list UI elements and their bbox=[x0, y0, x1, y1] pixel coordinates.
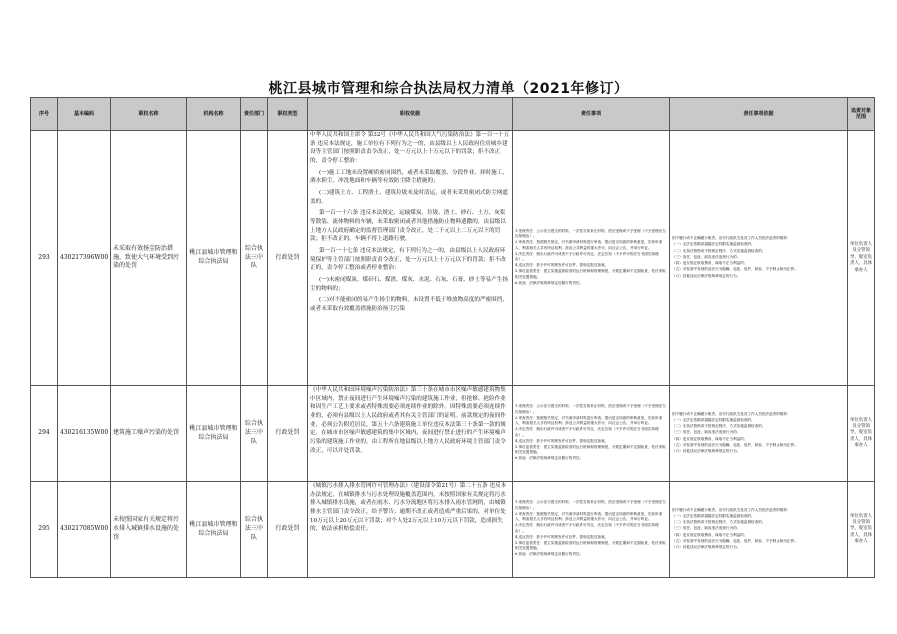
table-row bbox=[31, 482, 875, 578]
row-responsibility bbox=[513, 386, 670, 482]
row-responsibility-basis bbox=[670, 482, 848, 578]
row-responsibility-basis bbox=[670, 386, 848, 482]
row-power-name: 未采取有效扬尘防治措施，致使大气环境受到污染的处罚 bbox=[111, 131, 187, 386]
row-responsibility-basis-paragraph: （三）放任、包庇、纵容违法违规行为的； bbox=[672, 254, 741, 259]
row-responsibility-paragraph: 3.决定责任：做出行政许可或者不予行政许可决定，法定告知（不予许可的应当书面告知理由）。 bbox=[515, 523, 659, 533]
header-dept: 责任部门 bbox=[241, 98, 268, 131]
row-responsibility-paragraph: 1.受理责任：公示应当提交的材料，一次性告知补正材料，依法受理或不予受理（不予受理应当告知理由）。 bbox=[515, 228, 666, 239]
row-responsibility-basis-paragraph: （六）其他违反法律法规规章规定的行为。 bbox=[672, 545, 741, 549]
row-responsibility-basis-paragraph: （四）违反规定收取费用、谋取不正当利益的； bbox=[672, 261, 748, 266]
row-basis-paragraph: 第一百一十六条 违反本法规定，运输煤炭、垃圾、渣土、砂石、土方、灰浆等散装、流体物料的车辆，未采取密闭或者其他措施防止物料遗撒的，由县级以上地方人民政府确定的监督管理部门责令改正，处二千元以上二万元以下的罚款；拒不改正的，车辆不得上道路行驶。 bbox=[310, 210, 506, 243]
row-basis-paragraph: 中华人民共和国主席令 第32号《中华人民共和国大气污染防治法》第一百一十五条 违反本法规定，施工单位有下列行为之一的，由县级以上人民政府住房城乡建设等主管部门按照职责责令改正，处一万元以上十万元以下的罚款；拒不改正的，责令停工整治： bbox=[310, 132, 510, 164]
row-responsibility-paragraph: 4.送达责任：准予许可的制发许可证件，按规定报送备案。 bbox=[515, 534, 609, 539]
row-responsibility-paragraph: 6.其他：法律法规规章规定应履行的责任。 bbox=[515, 552, 584, 557]
row-org: 桃江县城市管理和综合执法局 bbox=[187, 131, 241, 386]
header-basis: 职权依据 bbox=[308, 98, 513, 131]
row-code: 430217396W00 bbox=[58, 131, 111, 386]
table-row bbox=[31, 131, 875, 386]
header-name: 职权名称 bbox=[111, 98, 187, 131]
row-responsibility-paragraph: 2.审查责任：按照相关规定，对书面申请材料进行审查，提出是否同意的审核意见，告知申请人、利害相关人享有听证权利；涉及公共利益的重大许可，向社会公告，并举行听证。 bbox=[515, 240, 663, 250]
row-scope: 单位负责人及分管领导，股室负责人，具体承办人 bbox=[848, 482, 875, 578]
row-responsibility-paragraph: 6.其他：法律法规规章规定应履行的责任。 bbox=[515, 456, 584, 461]
header-code: 基本编码 bbox=[58, 98, 111, 131]
row-responsibility-paragraph: 2.审查责任：按照相关规定，对书面申请材料进行审查，提出是否同意的审核意见，告知申请人、利害相关人享有听证权利；涉及公共利益的重大许可，向社会公告，并举行听证。 bbox=[515, 415, 663, 426]
row-scope: 单位负责人及分管领导，股室负责人，具体承办人 bbox=[848, 131, 875, 386]
row-responsibility-paragraph: 2.审查责任：按照相关规定，对书面申请材料进行审查，提出是否同意的审核意见，告知申请人、利害相关人享有听证权利；涉及公共利益的重大许可，向社会公告，并举行听证。 bbox=[515, 511, 663, 522]
row-seq: 294 bbox=[31, 386, 58, 482]
row-responsibility-basis-paragraph: 因不履行或不正确履行职责，应对行政机关及其工作人员依法追责的情形： bbox=[672, 236, 791, 241]
header-org: 机构名称 bbox=[187, 98, 241, 131]
row-responsibility-basis-paragraph: 因不履行或不正确履行职责，应对行政机关及其工作人员依法追责的情形： bbox=[672, 507, 791, 512]
row-responsibility-basis-paragraph: （四）违反规定收取费用、谋取不正当利益的； bbox=[672, 532, 748, 537]
row-responsibility-basis-paragraph: （五）对检查中发现的违法行为隐瞒、包庇、袒护、纵容，不予制止和纠正的； bbox=[672, 538, 798, 543]
row-dept: 综合执法三中队 bbox=[241, 131, 268, 386]
row-responsibility bbox=[513, 482, 670, 578]
row-responsibility-paragraph: 5.事后监管责任：建立实施监督检查的运行机制和管理制度，开展定期和不定期检查，依法采取相关处置措施。 bbox=[515, 540, 666, 551]
row-responsibility-basis-paragraph: （四）违反规定收取费用、谋取不正当利益的； bbox=[672, 436, 748, 441]
row-responsibility-paragraph: 4.送达责任：准予许可的制发许可证件，按规定报送备案。 bbox=[515, 263, 609, 268]
row-responsibility-paragraph: 3.决定责任：做出行政许可或者不予行政许可决定，法定告知（不予许可的应当书面告知理由）。 bbox=[515, 427, 659, 437]
row-responsibility-paragraph: 5.事后监管责任：建立实施监督检查的运行机制和管理制度，开展定期和不定期检查，依法采取相关处置措施。 bbox=[515, 444, 666, 455]
row-responsibility-basis-paragraph: 因不履行或不正确履行职责，应对行政机关及其工作人员依法追责的情形： bbox=[672, 411, 791, 416]
row-responsibility-basis bbox=[670, 131, 848, 386]
row-responsibility-basis-paragraph: （三）放任、包庇、纵容违法违规行为的； bbox=[672, 526, 741, 531]
header-row bbox=[31, 98, 875, 131]
row-dept: 综合执法三中队 bbox=[241, 482, 268, 578]
row-responsibility-basis-paragraph: （二）无执法资格或不按规定程序、方式实施监督检查的； bbox=[672, 520, 766, 525]
row-responsibility-paragraph: 5.事后监管责任：建立实施监督检查的运行机制和管理制度，开展定期和不定期检查，依法采取相关处置措施。 bbox=[515, 269, 666, 279]
row-responsibility-basis-paragraph: （二）无执法资格或不按规定程序、方式实施监督检查的； bbox=[672, 424, 766, 429]
header-respbasis: 责任事项依据 bbox=[670, 98, 848, 131]
row-code: 430216135W00 bbox=[58, 386, 111, 482]
row-responsibility bbox=[513, 131, 670, 386]
row-basis-paragraph: (一)施工工地未设置硬质密闭围挡，或者未采取覆盖、分段作业、择时施工、洒水抑尘、冲洗地面和车辆等有效防尘降尘措施的； bbox=[310, 169, 508, 185]
row-responsibility-basis-paragraph: （五）对检查中发现的违法行为隐瞒、包庇、袒护、纵容，不予制止和纠正的； bbox=[672, 267, 798, 272]
row-basis bbox=[308, 131, 513, 386]
power-list-table bbox=[30, 97, 875, 578]
row-type: 行政处罚 bbox=[268, 386, 308, 482]
header-seq: 序号 bbox=[31, 98, 58, 131]
row-basis-paragraph: 第一百一十七条 违反本法规定，有下列行为之一的，由县级以上人民政府环境保护等主管部门按照职责责令改正，处一万元以上十万元以下的罚款；拒不改正的，责令停工整治或者停业整治： bbox=[310, 247, 506, 272]
row-responsibility-basis-paragraph: （二）无执法资格或不按规定程序、方式实施监督检查的； bbox=[672, 248, 766, 253]
row-responsibility-paragraph: 4.送达责任：准予许可的制发许可证件，按规定报送备案。 bbox=[515, 438, 609, 443]
row-responsibility-paragraph: 6.其他：法律法规规章规定应履行的责任。 bbox=[515, 280, 584, 285]
row-basis bbox=[308, 386, 513, 482]
row-responsibility-basis-paragraph: （三）放任、包庇、纵容违法违规行为的； bbox=[672, 430, 741, 435]
row-responsibility-basis-paragraph: （五）对检查中发现的违法行为隐瞒、包庇、袒护、纵容，不予制止和纠正的； bbox=[672, 442, 798, 447]
row-basis bbox=[308, 482, 513, 578]
header-scope: 追责对象范围 bbox=[848, 98, 875, 131]
page-title: 桃江县城市管理和综合执法局权力清单（2021年修订） bbox=[268, 81, 629, 97]
row-basis-paragraph: (二)建筑土方、工程渣土、建筑垃圾未及时清运，或者未采用密闭式防尘网遮盖的。 bbox=[310, 189, 508, 205]
row-responsibility-basis-paragraph: （六）其他违反法律法规规章规定的行为。 bbox=[672, 273, 741, 278]
row-type: 行政处罚 bbox=[268, 131, 308, 386]
row-responsibility-basis-paragraph: （一）无法定依据或超越法定权限实施监督检查的； bbox=[672, 242, 755, 247]
row-org: 桃江县城市管理和综合执法局 bbox=[187, 482, 241, 578]
row-responsibility-paragraph: 3.决定责任：做出行政许可或者不予行政许可决定，法定告知（不予许可的应当书面告知理由）。 bbox=[515, 251, 659, 261]
row-responsibility-paragraph: 1.受理责任：公示应当提交的材料，一次性告知补正材料，依法受理或不予受理（不予受理应当告知理由）。 bbox=[515, 500, 666, 510]
row-scope: 单位负责人及分管领导，股室负责人，具体承办人 bbox=[848, 386, 875, 482]
row-responsibility-basis-paragraph: （一）无法定依据或超越法定权限实施监督检查的； bbox=[672, 513, 755, 518]
row-power-name: 建筑施工噪声污染的处罚 bbox=[111, 386, 187, 482]
row-seq: 293 bbox=[31, 131, 58, 386]
row-dept: 综合执法三中队 bbox=[241, 386, 268, 482]
row-basis-paragraph: 《中华人民共和国环境噪声污染防治法》第三十条在城市市区噪声敏感建筑物集中区域内，禁止夜间进行产生环境噪声污染的建筑施工作业，但抢修、抢险作业和因生产工艺上要求或者特殊需要必须连续作业的除外。因特殊需要必须连续作业的，必须有县级以上人民政府或者其有关主管部门的证明。前款规定的夜间作业，必须公告附近居民。第五十六条建筑施工单位违反本法第三十条第一款的规定，在城市市区噪声敏感建筑的集中区域内，夜间进行禁止进行的产生环境噪声污染的建筑施工作业的，由工程所在地县级以上地方人民政府环境主管部门责令改正，可以并处罚款。 bbox=[310, 387, 506, 454]
row-basis-paragraph: (一)未密闭煤炭、煤矸石、煤渣、煤灰、水泥、石灰、石膏、砂土等易产生扬尘的物料的； bbox=[310, 276, 508, 292]
row-responsibility-paragraph: 1.受理责任：公示应当提交的材料，一次性告知补正材料，依法受理或不予受理（不予受理应当告知理由）。 bbox=[515, 404, 666, 414]
row-seq: 295 bbox=[31, 482, 58, 578]
header-resp: 责任事项 bbox=[513, 98, 670, 131]
row-responsibility-basis-paragraph: （一）无法定依据或超越法定权限实施监督检查的； bbox=[672, 417, 755, 422]
row-type: 行政处罚 bbox=[268, 482, 308, 578]
row-responsibility-basis-paragraph: （六）其他违反法律法规规章规定的行为。 bbox=[672, 449, 741, 453]
header-type: 职权类型 bbox=[268, 98, 308, 131]
row-basis-paragraph: 《城镇污水排入排水管网许可管理办法》（建设部令第21号）第二十五条 违反本办法规定，在城镇排水与污水处理设施覆盖范围内，未按照国家有关规定将污水排入城镇排水设施，或者在雨水、污水分流地区将污水排入雨水管网的，由城镇排水主管部门责令改正，给予警告；逾期不改正或者造成严重后果的，对单位处10万元以上20万元以下罚款；对个人处2万元以上10万元以下罚款，造成损失的，依法承担赔偿责任。 bbox=[310, 483, 507, 533]
row-power-name: 未按照国家有关规定将污水排入城镇排水设施的处罚 bbox=[111, 482, 187, 578]
row-org: 桃江县城市管理和综合执法局 bbox=[187, 386, 241, 482]
table-row bbox=[31, 386, 875, 482]
row-code: 430217085W00 bbox=[58, 482, 111, 578]
row-basis-paragraph: (二)对不能密闭的易产生扬尘的物料，未设置不低于堆放物高度的严密围挡，或者未采取有效覆盖措施防治扬尘污染 bbox=[310, 297, 508, 312]
